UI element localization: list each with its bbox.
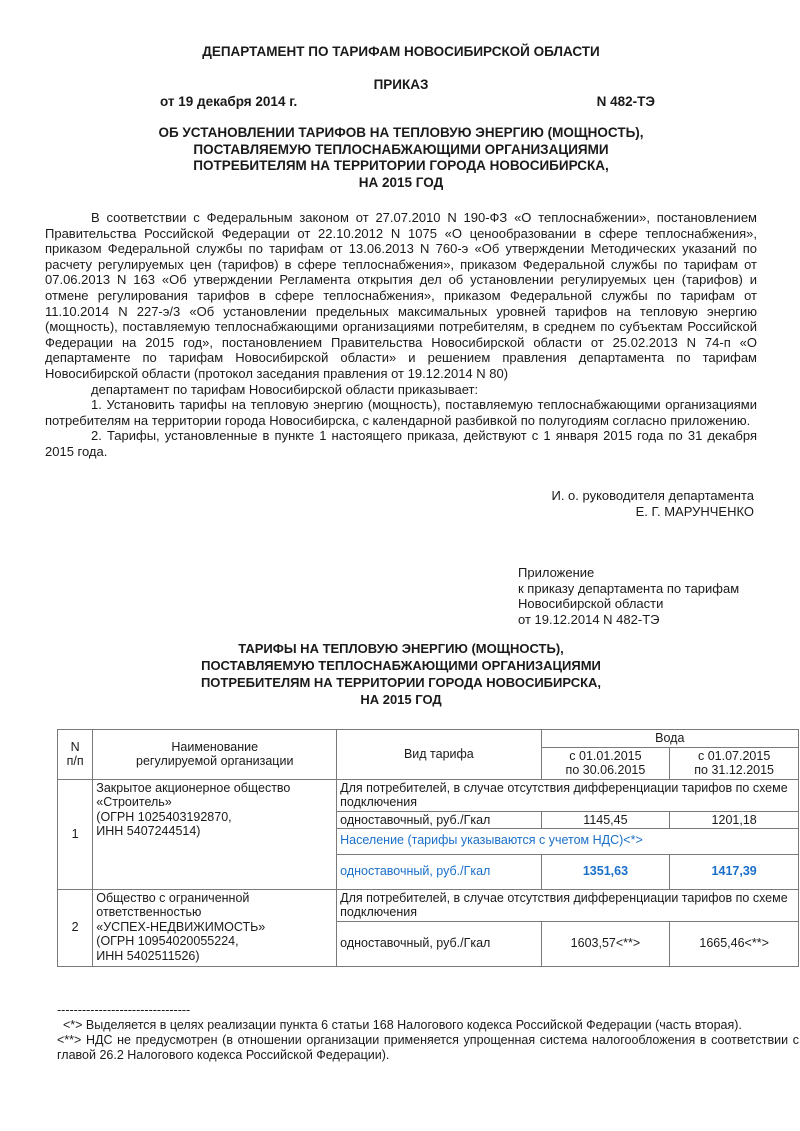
tariff-value-p2: 1417,39 — [670, 854, 799, 889]
header-num-line: п/п — [66, 754, 84, 769]
appendix-line: Новосибирской области — [518, 596, 664, 611]
title-line: ТАРИФЫ НА ТЕПЛОВУЮ ЭНЕРГИЮ (МОЩНОСТЬ), — [238, 641, 564, 656]
org-line: Закрытое акционерное общество — [96, 780, 291, 795]
signature-block — [551, 488, 754, 520]
orders-paragraph: департамент по тарифам Новосибирской области приказывает: — [91, 381, 479, 397]
row-org — [93, 779, 337, 889]
consumer-group-label: Для потребителей, в случае отсутствия дифференциации тарифов по схеме подключения — [337, 889, 799, 921]
row-num: 1 — [58, 779, 93, 889]
table-row — [58, 889, 799, 921]
header-org-line: регулируемой организации — [136, 754, 294, 769]
org-line: «Строитель» — [96, 795, 172, 809]
appendix-line: к приказу департамента по тарифам — [518, 580, 740, 596]
table-row — [58, 779, 799, 811]
doc-type-heading: ПРИКАЗ — [373, 77, 429, 92]
appendix-line: Приложение — [518, 565, 595, 580]
org-line: Общество с ограниченной — [96, 890, 250, 905]
title-line: НА 2015 ГОД — [358, 174, 444, 190]
title-line: ОБ УСТАНОВЛЕНИИ ТАРИФОВ НА ТЕПЛОВУЮ ЭНЕРГИЮ (МОЩНОСТЬ), — [158, 125, 644, 140]
header-period-1 — [541, 747, 670, 779]
org-line: (ОГРН 1025403192870, — [96, 809, 232, 824]
signer-name: Е. Г. МАРУНЧЕНКО — [635, 504, 754, 519]
header-kind: Вид тарифа — [337, 730, 541, 780]
header-num — [58, 730, 93, 780]
org-line: (ОГРН 10954020055224, — [96, 934, 239, 948]
header-period-2 — [670, 747, 799, 779]
tariffs-table — [57, 729, 799, 967]
footnote-separator: -------------------------------- — [57, 1003, 191, 1017]
tariff-value-p2: 1201,18 — [670, 811, 799, 829]
item-1-paragraph: 1. Установить тарифы на тепловую энергию (мощность), поставляемую теплоснабжающими организациями потребителям на территории города Новосибирска, с календарной разбивкой по полугодиям согласно приложению. — [45, 397, 757, 428]
title-line: ПОСТАВЛЯЕМУЮ ТЕПЛОСНАБЖАЮЩИМИ ОРГАНИЗАЦИЯМИ — [193, 141, 609, 157]
tariff-value-p1: 1351,63 — [541, 854, 670, 889]
department-heading: ДЕПАРТАМЕНТ ПО ТАРИФАМ НОВОСИБИРСКОЙ ОБЛАСТИ — [202, 44, 600, 59]
order-body — [45, 210, 757, 460]
order-date: от 19 декабря 2014 г. — [160, 94, 298, 109]
item-2-paragraph: 2. Тарифы, установленные в пункте 1 настоящего приказа, действуют с 1 января 2015 года по 31 декабря 2015 года. — [45, 428, 757, 459]
row-org — [93, 889, 337, 966]
order-title — [45, 125, 757, 191]
order-number: N 482-ТЭ — [596, 94, 655, 109]
header-num-line: N — [70, 739, 80, 754]
appendix-title — [45, 640, 757, 708]
row-num: 2 — [58, 889, 93, 966]
header-group-water: Вода — [541, 730, 798, 748]
org-line: ИНН 5407244514) — [96, 824, 201, 838]
tariff-kind: одноставочный, руб./Гкал — [337, 921, 541, 966]
org-line: «УСПЕХ-НЕДВИЖИМОСТЬ» — [96, 919, 266, 934]
tariff-kind: одноставочный, руб./Гкал — [337, 811, 541, 829]
tariff-value-p1: 1145,45 — [541, 811, 670, 829]
population-group-label: Население (тарифы указываются с учетом НДС)<*> — [337, 829, 799, 855]
signer-position: И. о. руководителя департамента — [551, 488, 754, 503]
title-line: ПОТРЕБИТЕЛЯМ НА ТЕРРИТОРИИ ГОРОДА НОВОСИБИРСКА, — [193, 158, 609, 173]
header-org — [93, 730, 337, 780]
footnotes — [57, 1003, 799, 1063]
period-line: с 01.07.2015 — [697, 748, 771, 763]
date-number-row — [160, 94, 655, 109]
tariff-value-p1: 1603,57<**> — [541, 921, 670, 966]
title-line: ПОСТАВЛЯЕМУЮ ТЕПЛОСНАБЖАЮЩИМИ ОРГАНИЗАЦИЯМИ — [201, 658, 601, 673]
consumer-group-label: Для потребителей, в случае отсутствия дифференциации тарифов по схеме подключения — [337, 779, 799, 811]
period-line: по 30.06.2015 — [565, 763, 646, 777]
appendix-reference — [518, 565, 739, 627]
org-line: ответственностью — [96, 905, 202, 919]
footnote-2: <**> НДС не предусмотрен (в отношении организации применяется упрощенная система налогообложения в соответствии с главой 26.2 Налогового кодекса Российской Федерации). — [57, 1033, 799, 1062]
org-line: ИНН 5402511526) — [96, 948, 200, 963]
title-line: НА 2015 ГОД — [360, 692, 442, 707]
preamble-paragraph: В соответствии с Федеральным законом от 27.07.2010 N 190-ФЗ «О теплоснабжении», постановлением Правительства Российской Федерации от 22.10.2012 N 1075 «О ценообразовании в сфере теплоснабжения», приказом Федеральной службы по тарифам от 13.06.2013 N 760-э «Об утверждении Методических указаний по расчету регулируемых цен (тарифов) в сфере теплоснабжения», приказом Федеральной службы по тарифам от 07.06.2013 N 163 «Об утверждении Регламента открытия дел об установлении регулируемых цен (тарифов) и отмене регулирования тарифов в сфере теплоснабжения», приказом Федеральной службы по тарифам от 11.10.2014 N 227-э/3 «Об установлении предельных максимальных уровней тарифов на тепловую энергию (мощность), поставляемую теплоснабжающими организациями потребителям, в среднем по субъектам Российской Федерации на 2015 год», постановлением Правительства Новосибирской области от 25.02.2013 N 74-п «О департаменте по тарифам Новосибирской области» и решением правления департамента по тарифам Новосибирской области (протокол заседания правления от 19.12.2014 N 80) — [45, 210, 757, 381]
appendix-line: от 19.12.2014 N 482-ТЭ — [518, 611, 660, 627]
header-org-line: Наименование — [171, 739, 259, 754]
footnote-1: <*> Выделяется в целях реализации пункта 6 статьи 168 Налогового кодекса Российской Федерации (часть вторая). — [63, 1018, 742, 1032]
title-line: ПОТРЕБИТЕЛЯМ НА ТЕРРИТОРИИ ГОРОДА НОВОСИБИРСКА, — [200, 675, 602, 690]
tariff-kind: одноставочный, руб./Гкал — [337, 854, 541, 889]
period-line: с 01.01.2015 — [569, 748, 642, 763]
tariff-value-p2: 1665,46<**> — [670, 921, 799, 966]
period-line: по 31.12.2015 — [694, 763, 775, 777]
table-header-row — [58, 730, 799, 748]
